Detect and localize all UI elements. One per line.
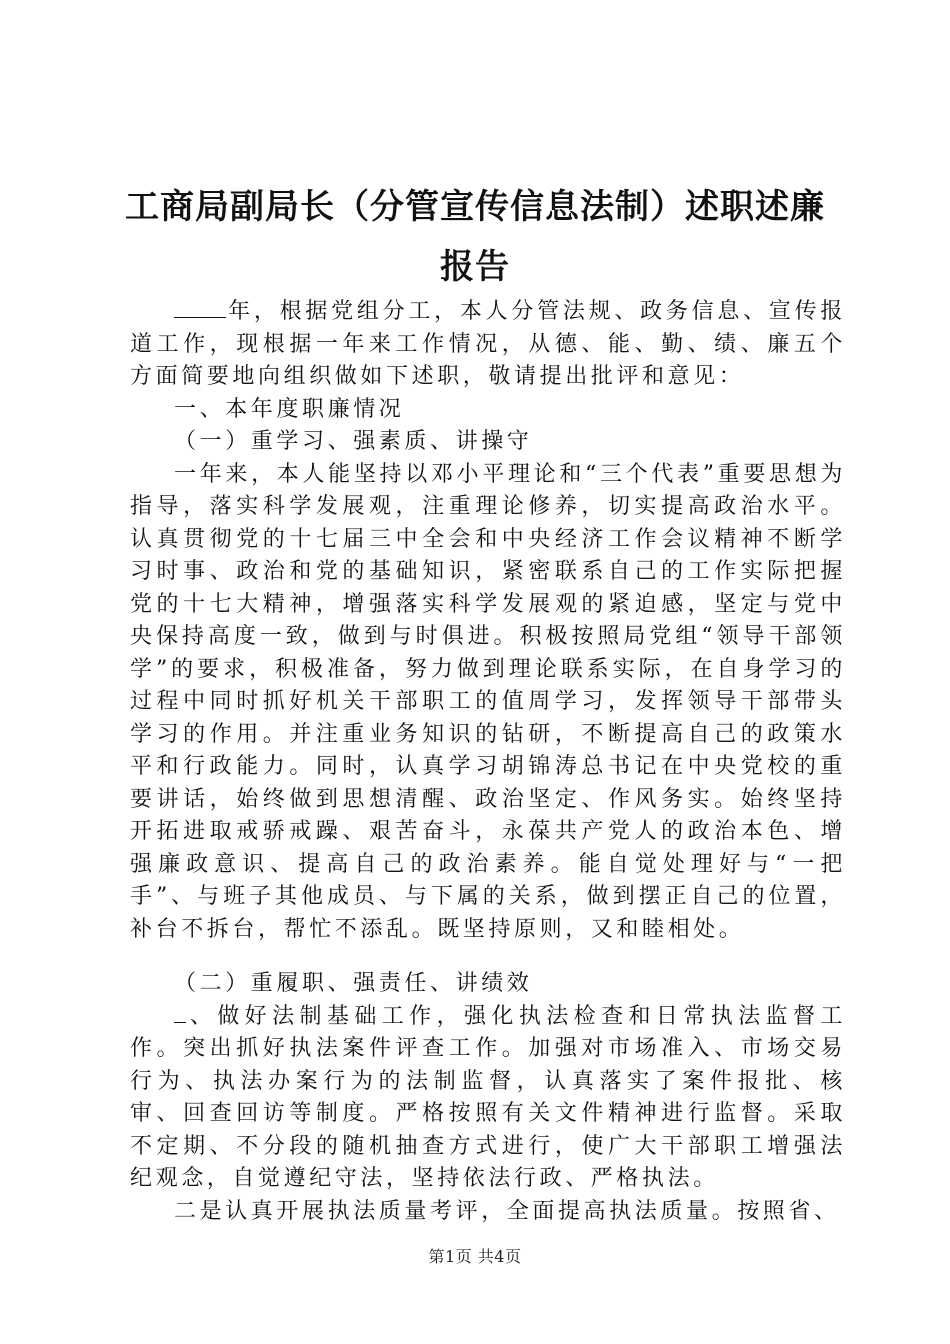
- subsection-heading-1: （一）重学习、强素质、讲操守: [174, 429, 533, 454]
- intro-text: 年，根据党组分工，本人分管法规、政务信息、宣传报道工作，现根据一年来工作情况，从德、能、勤、绩、廉五个方面简要地向组织做如下述职，敬请提出批评和意见：: [130, 299, 846, 389]
- page-footer: 第1页 共4页: [428, 1247, 522, 1266]
- document-title-line1: 工商局副局长（分管宣传信息法制）述职述廉: [125, 187, 825, 227]
- section-heading-1: 一、本年度职廉情况: [174, 396, 405, 422]
- document-title-line2: 报告: [440, 247, 510, 287]
- blank-underline: [174, 299, 226, 318]
- subsection-heading-2: （二）重履职、强责任、讲绩效: [174, 971, 533, 996]
- quality-paragraph: 二是认真开展执法质量考评，全面提高执法质量。按照省、: [174, 1198, 840, 1224]
- intro-paragraph: [130, 296, 846, 394]
- document-body: [130, 296, 846, 1228]
- legal-work-text: 、做好法制基础工作，强化执法检查和日常执法监督工作。突出抓好执法案件评查工作。加强对市场准入、市场交易行为、执法办案行为的法制监督，认真落实了案件报批、核审、回查回访等制度。严格按照有关文件精神进行监督。采取不定期、不分段的随机抽查方式进行，使广大干部职工增强法纪观念，自觉遵纪守法，坚持依法行政、严格执法。: [130, 1003, 846, 1191]
- blank-underline-short: [174, 1004, 186, 1023]
- legal-work-paragraph: [130, 1001, 846, 1196]
- study-paragraph: 一年来，本人能坚持以邓小平理论和“三个代表”重要思想为指导，落实科学发展观，注重理论修养，切实提高政治水平。认真贯彻党的十七届三中全会和中央经济工作会议精神不断学习时事、政治和党的基础知识，紧密联系自己的工作实际把握党的十七大精神，增强落实科学发展观的紧迫感，坚定与党中央保持高度一致，做到与时俱进。积极按照局党组“领导干部领学”的要求，积极准备，努力做到理论联系实际，在自身学习的过程中同时抓好机关干部职工的值周学习，发挥领导干部带头学习的作用。并注重业务知识的钻研，不断提高自己的政策水平和行政能力。同时，认真学习胡锦涛总书记在中央党校的重要讲话，始终做到思想清醒、政治坚定、作风务实。始终坚持开拓进取戒骄戒躁、艰苦奋斗，永葆共产党人的政治本色、增强廉政意识、提高自己的政治素养。能自觉处理好与“一把手”、与班子其他成员、与下属的关系，做到摆正自己的位置，补台不拆台，帮忙不添乱。既坚持原则，又和睦相处。: [130, 461, 846, 942]
